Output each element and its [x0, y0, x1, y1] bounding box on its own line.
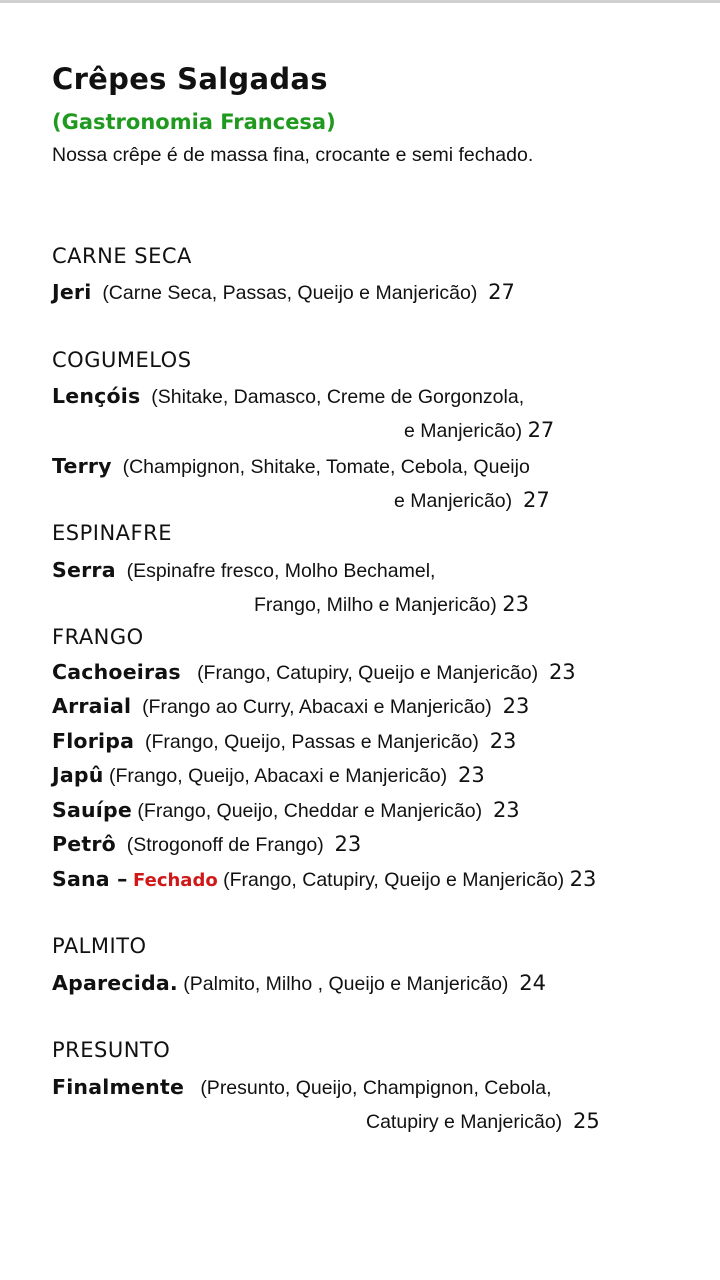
- menu-item-japu: [52, 763, 485, 788]
- item-name: Jeri: [52, 280, 92, 304]
- item-ingredients: e Manjericão): [404, 420, 523, 442]
- item-ingredients: (Frango ao Curry, Abacaxi e Manjericão): [142, 696, 492, 718]
- menu-item-petro: [52, 832, 361, 857]
- item-ingredients: (Frango, Queijo, Abacaxi e Manjericão): [108, 765, 448, 787]
- category-presunto: PRESUNTO: [52, 1038, 171, 1062]
- item-price: 23: [548, 660, 576, 684]
- category-cogumelos: COGUMELOS: [52, 348, 192, 372]
- page-description: Nossa crêpe é de massa fina, crocante e semi fechado.: [52, 144, 534, 166]
- status-closed-label: Fechado: [133, 870, 218, 891]
- item-ingredients: (Shitake, Damasco, Creme de Gorgonzola,: [151, 386, 525, 408]
- item-ingredients: (Strogonoff de Frango): [126, 834, 324, 856]
- menu-item-finalmente: [52, 1075, 552, 1100]
- menu-item-serra: [52, 558, 435, 583]
- item-name: Serra: [52, 558, 116, 582]
- item-name: Japû: [52, 763, 104, 787]
- item-price: 24: [519, 971, 546, 995]
- item-ingredients: (Champignon, Shitake, Tomate, Cebola, Queijo: [122, 456, 530, 478]
- item-ingredients: (Carne Seca, Passas, Queijo e Manjericão): [102, 282, 478, 304]
- item-ingredients: (Frango, Queijo, Cheddar e Manjericão): [137, 800, 483, 822]
- menu-item-sauipe: [52, 798, 520, 823]
- menu-item-sana: [52, 867, 596, 892]
- menu-item-floripa: [52, 729, 516, 754]
- item-price: 27: [527, 418, 555, 442]
- item-price: 23: [489, 729, 517, 753]
- item-price: 27: [488, 280, 515, 304]
- item-name: Arraial: [52, 694, 132, 718]
- item-name: Floripa: [52, 729, 135, 753]
- item-ingredients: Frango, Milho e Manjericão): [254, 594, 497, 616]
- item-price: 23: [334, 832, 362, 856]
- item-ingredients: (Frango, Catupiry, Queijo e Manjericão): [197, 662, 539, 684]
- category-palmito: PALMITO: [52, 934, 147, 958]
- item-ingredients: (Frango, Catupiry, Queijo e Manjericão): [223, 869, 565, 891]
- menu-item-aparecida: [52, 971, 546, 996]
- item-ingredients: (Espinafre fresco, Molho Bechamel,: [126, 560, 436, 582]
- item-ingredients: (Presunto, Queijo, Champignon, Cebola,: [200, 1077, 552, 1099]
- item-name: Cachoeiras: [52, 660, 181, 684]
- page-title: Crêpes Salgadas: [52, 62, 328, 96]
- item-name: Finalmente: [52, 1075, 185, 1099]
- menu-item-lencois-continued: [404, 418, 554, 443]
- item-price: 23: [569, 867, 597, 891]
- top-divider: [0, 0, 720, 3]
- menu-item-terry: [52, 454, 530, 479]
- menu-item-finalmente-continued: [366, 1109, 600, 1134]
- item-name: Sauípe: [52, 798, 132, 822]
- menu-item-terry-continued: [394, 488, 550, 513]
- menu-item-cachoeiras: [52, 660, 576, 685]
- item-price: 27: [522, 488, 550, 512]
- item-price: 23: [502, 592, 529, 616]
- item-name: Terry: [52, 454, 112, 478]
- category-frango: FRANGO: [52, 625, 144, 649]
- item-price: 23: [457, 763, 485, 787]
- item-price: 23: [502, 694, 530, 718]
- menu-item-lencois: [52, 384, 524, 409]
- menu-item-serra-continued: [254, 592, 529, 617]
- item-ingredients: (Palmito, Milho , Queijo e Manjericão): [183, 973, 509, 995]
- item-ingredients: Catupiry e Manjericão): [366, 1111, 563, 1133]
- item-ingredients: e Manjericão): [394, 490, 513, 512]
- category-espinafre: ESPINAFRE: [52, 521, 172, 545]
- page-subtitle: (Gastronomia Francesa): [52, 110, 336, 134]
- item-price: 25: [573, 1109, 600, 1133]
- category-carne-seca: CARNE SECA: [52, 244, 192, 268]
- item-price: 23: [492, 798, 520, 822]
- item-name: Lençóis: [52, 384, 141, 408]
- item-name: Petrô: [52, 832, 116, 856]
- item-name: Aparecida.: [52, 971, 178, 995]
- menu-item-jeri: [52, 280, 515, 305]
- item-name: Sana –: [52, 867, 128, 891]
- item-ingredients: (Frango, Queijo, Passas e Manjericão): [145, 731, 479, 753]
- menu-item-arraial: [52, 694, 529, 719]
